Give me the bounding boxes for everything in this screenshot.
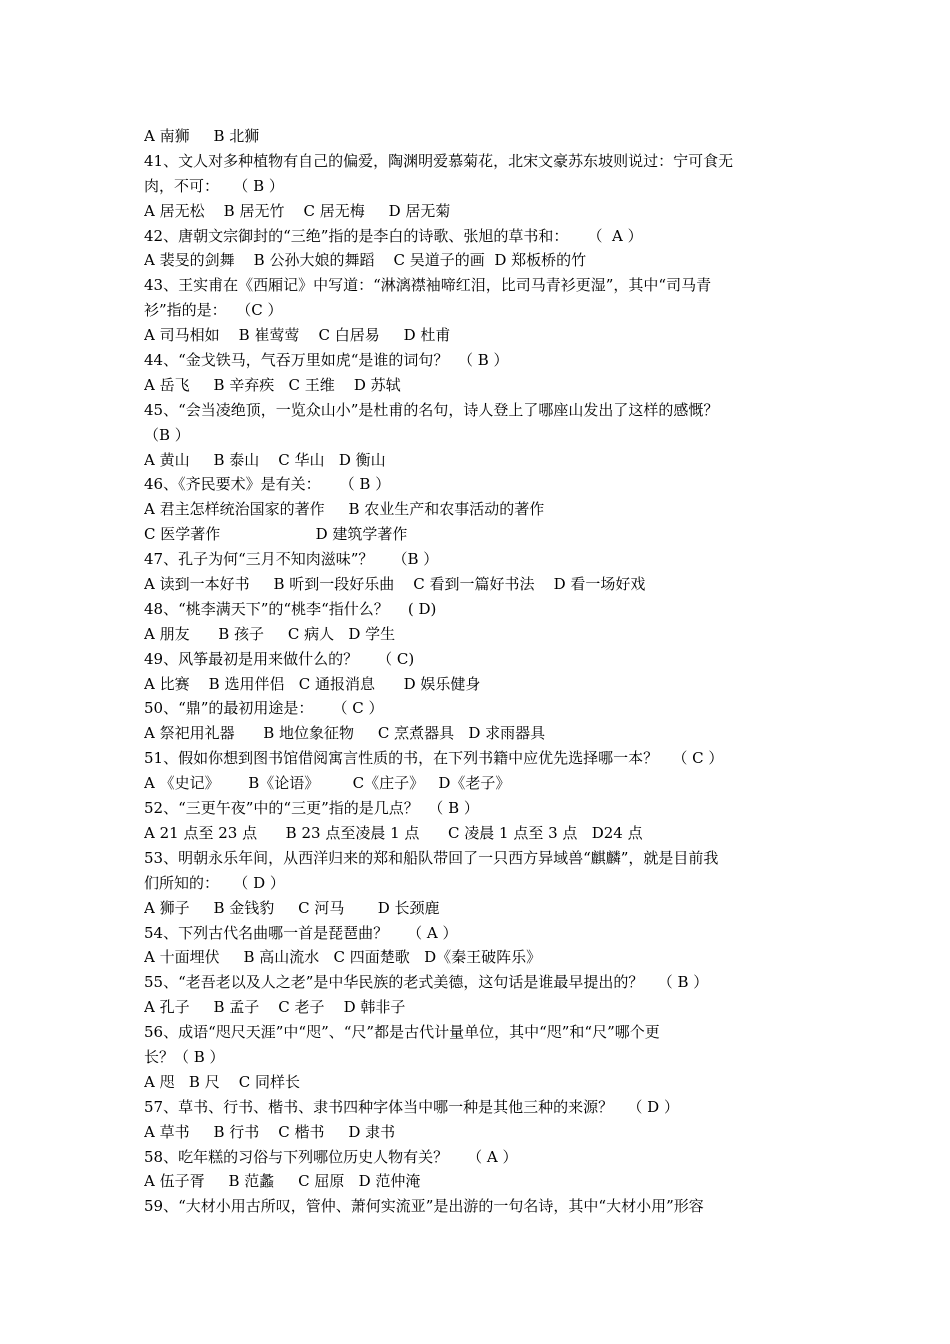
options-line: A 岳飞 B 辛弃疾 C 王维 D 苏轼 xyxy=(144,375,401,394)
options-line: A 狮子 B 金钱豹 C 河马 D 长颈鹿 xyxy=(144,898,440,917)
question-line: 49、风筝最初是用来做什么的？ （ C) xyxy=(144,649,415,668)
question-line: 57、草书、行书、楷书、隶书四种字体当中哪一种是其他三种的来源？ （ D ） xyxy=(144,1097,679,1116)
document-body xyxy=(144,124,810,1219)
options-line: A 21 点至 23 点 B 23 点至凌晨 1 点 C 凌晨 1 点至 3 点 D24 点 xyxy=(144,823,643,842)
question-line: 41、文人对多种植物有自己的偏爱，陶渊明爱慕菊花，北宋文豪苏东坡则说过：宁可食无 xyxy=(144,151,734,170)
options-line: A 咫 B 尺 C 同样长 xyxy=(144,1072,301,1091)
options-line: A 读到一本好书 B 听到一段好乐曲 C 看到一篇好书法 D 看一场好戏 xyxy=(144,575,646,594)
question-line: 长？（ B ） xyxy=(144,1047,225,1066)
options-line: A 黄山 B 泰山 C 华山 D 衡山 xyxy=(144,450,386,469)
question-line: 59、“大材小用古所叹，管仲、萧何实流亚”是出游的一句名诗，其中“大材小用”形容 xyxy=(144,1197,704,1216)
question-line: 55、“老吾老以及人之老”是中华民族的老式美德，这句话是谁最早提出的？ （ B ） xyxy=(144,973,709,992)
question-line: 衫”指的是： （C ） xyxy=(144,301,283,320)
question-line: 们所知的： （ D ） xyxy=(144,873,285,892)
options-line: C 医学著作 D 建筑学著作 xyxy=(144,525,408,544)
options-line: A 《史记》 B《论语》 C《庄子》 D《老子》 xyxy=(144,774,511,793)
question-line: 51、假如你想到图书馆借阅寓言性质的书，在下列书籍中应优先选择哪一本？ （ C ） xyxy=(144,749,724,768)
question-line: 46、《齐民要术》是有关： （ B ） xyxy=(144,475,391,494)
options-line: A 伍子胥 B 范蠡 C 屈原 D 范仲淹 xyxy=(144,1172,421,1191)
question-line: 56、成语“咫尺天涯”中“咫”、“尺”都是古代计量单位，其中“咫”和“尺”哪个更 xyxy=(144,1023,660,1042)
question-line: 42、唐朝文宗御封的“三绝”指的是李白的诗歌、张旭的草书和： （ A ） xyxy=(144,226,643,245)
options-line: A 比赛 B 选用伴侣 C 通报消息 D 娱乐健身 xyxy=(144,674,481,693)
options-line: A 裴旻的剑舞 B 公孙大娘的舞蹈 C 吴道子的画 D 郑板桥的竹 xyxy=(144,251,587,270)
options-line: A 君主怎样统治国家的著作 B 农业生产和农事活动的著作 xyxy=(144,500,545,519)
options-line: A 祭祀用礼器 B 地位象征物 C 烹煮器具 D 求雨器具 xyxy=(144,724,546,743)
question-line: 47、孔子为何“三月不知肉滋味”？ （B ） xyxy=(144,550,439,569)
question-line: 43、王实甫在《西厢记》中写道：“淋漓襟袖啼红泪，比司马青衫更湿”，其中“司马青 xyxy=(144,276,712,295)
question-line: 50、“鼎”的最初用途是： （ C ） xyxy=(144,699,384,718)
question-line: 54、下列古代名曲哪一首是琵琶曲？ （ A ） xyxy=(144,923,458,942)
options-line: A 十面埋伏 B 高山流水 C 四面楚歌 D《秦王破阵乐》 xyxy=(144,948,542,967)
options-line: A 孔子 B 孟子 C 老子 D 韩非子 xyxy=(144,998,406,1017)
question-line: 45、“会当凌绝顶，一览众山小”是杜甫的名句，诗人登上了哪座山发出了这样的感慨？ xyxy=(144,400,719,419)
question-line: 48、“桃李满天下”的“桃李“指什么？ ( D) xyxy=(144,599,437,618)
options-line: A 司马相如 B 崔莺莺 C 白居易 D 杜甫 xyxy=(144,326,451,345)
question-line: 肉，不可： （ B ） xyxy=(144,176,284,195)
question-line: 44、“金戈铁马，气吞万里如虎“是谁的词句？ （ B ） xyxy=(144,351,509,370)
question-line: 52、“三更午夜”中的“三更”指的是几点？ （ B ） xyxy=(144,799,479,818)
question-line: 58、吃年糕的习俗与下列哪位历史人物有关？ （ A ） xyxy=(144,1147,518,1166)
options-line: A 居无松 B 居无竹 C 居无梅 D 居无菊 xyxy=(144,201,451,220)
question-line: 53、明朝永乐年间，从西洋归来的郑和船队带回了一只西方异域兽“麒麟”，就是目前我 xyxy=(144,848,719,867)
options-line: A 草书 B 行书 C 楷书 D 隶书 xyxy=(144,1122,396,1141)
options-line: A 朋友 B 孩子 C 病人 D 学生 xyxy=(144,624,396,643)
text-line: A 南狮 B 北狮 xyxy=(144,127,260,145)
question-line: （B ） xyxy=(144,425,190,444)
